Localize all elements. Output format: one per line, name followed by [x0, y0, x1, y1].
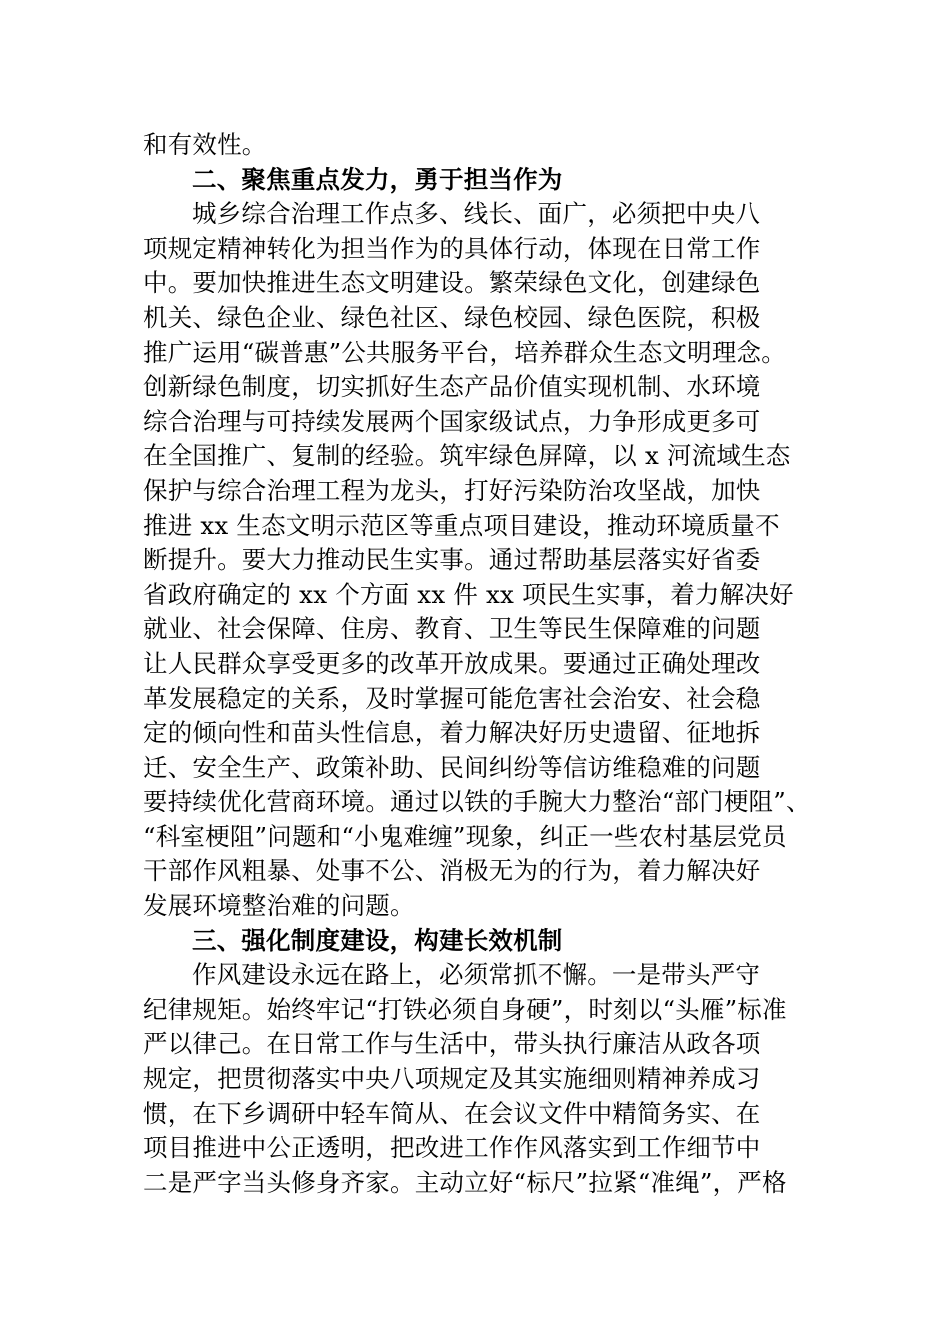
text-line: 规定，把贯彻落实中央八项规定及其实施细则精神养成习: [143, 1064, 761, 1094]
section-heading: 二、聚焦重点发力，勇于担当作为: [192, 164, 563, 194]
text-line: 纪律规矩。始终牢记“打铁必须自身硬”，时刻以“头雁”标准: [143, 994, 787, 1024]
text-line: 推进 xx 生态文明示范区等重点项目建设，推动环境质量不: [143, 510, 780, 540]
text-line: 让人民群众享受更多的改革开放成果。要通过正确处理改: [143, 648, 761, 678]
text-line: 惯，在下乡调研中轻车简从、在会议文件中精简务实、在: [143, 1098, 761, 1128]
text-line: 发展环境整治难的问题。: [143, 891, 415, 921]
text-line: 就业、社会保障、住房、教育、卫生等民生保障难的问题: [143, 614, 761, 644]
text-line: 保护与综合治理工程为龙头，打好污染防治攻坚战，加快: [143, 475, 761, 505]
text-line: 创新绿色制度，切实抓好生态产品价值实现机制、水环境: [143, 372, 761, 402]
document-body: [143, 128, 813, 1200]
text-line: 和有效性。: [143, 130, 267, 159]
text-line: 中。要加快推进生态文明建设。繁荣绿色文化，创建绿色: [143, 268, 761, 298]
text-line: 项规定精神转化为担当作为的具体行动，体现在日常工作: [143, 233, 761, 263]
text-line: 要持续优化营商环境。通过以铁的手腕大力整治“部门梗阻”、: [143, 787, 811, 817]
text-line: 断提升。要大力推动民生实事。通过帮助基层落实好省委: [143, 545, 761, 575]
text-line: 二是严字当头修身齐家。主动立好“标尺”拉紧“准绳”，严格: [143, 1167, 787, 1197]
section-heading: 三、强化制度建设，构建长效机制: [192, 925, 563, 955]
text-line: 作风建设永远在路上，必须常抓不懈。一是带头严守: [192, 960, 761, 990]
text-line: 在全国推广、复制的经验。筑牢绿色屏障，以 x 河流域生态: [143, 441, 791, 471]
text-line: 机关、绿色企业、绿色社区、绿色校园、绿色医院，积极: [143, 302, 761, 332]
text-line: 城乡综合治理工作点多、线长、面广，必须把中央八: [192, 199, 761, 229]
text-line: 革发展稳定的关系，及时掌握可能危害社会治安、社会稳: [143, 683, 761, 713]
text-line: “科室梗阻”问题和“小鬼难缠”现象，纠正一些农村基层党员: [143, 821, 787, 851]
text-line: 严以律己。在日常工作与生活中，带头执行廉洁从政各项: [143, 1029, 761, 1059]
text-line: 定的倾向性和苗头性信息，着力解决好历史遗留、征地拆: [143, 718, 761, 748]
text-line: 综合治理与可持续发展两个国家级试点，力争形成更多可: [143, 406, 761, 436]
text-line: 迁、安全生产、政策补助、民间纠纷等信访维稳难的问题: [143, 752, 761, 782]
text-line: 干部作风粗暴、处事不公、消极无为的行为，着力解决好: [143, 856, 761, 886]
text-line: 省政府确定的 xx 个方面 xx 件 xx 项民生实事，着力解决好: [143, 579, 794, 609]
text-line: 项目推进中公正透明，把改进工作作风落实到工作细节中: [143, 1133, 761, 1163]
text-line: 推广运用“碳普惠”公共服务平台，培养群众生态文明理念。: [143, 337, 786, 367]
